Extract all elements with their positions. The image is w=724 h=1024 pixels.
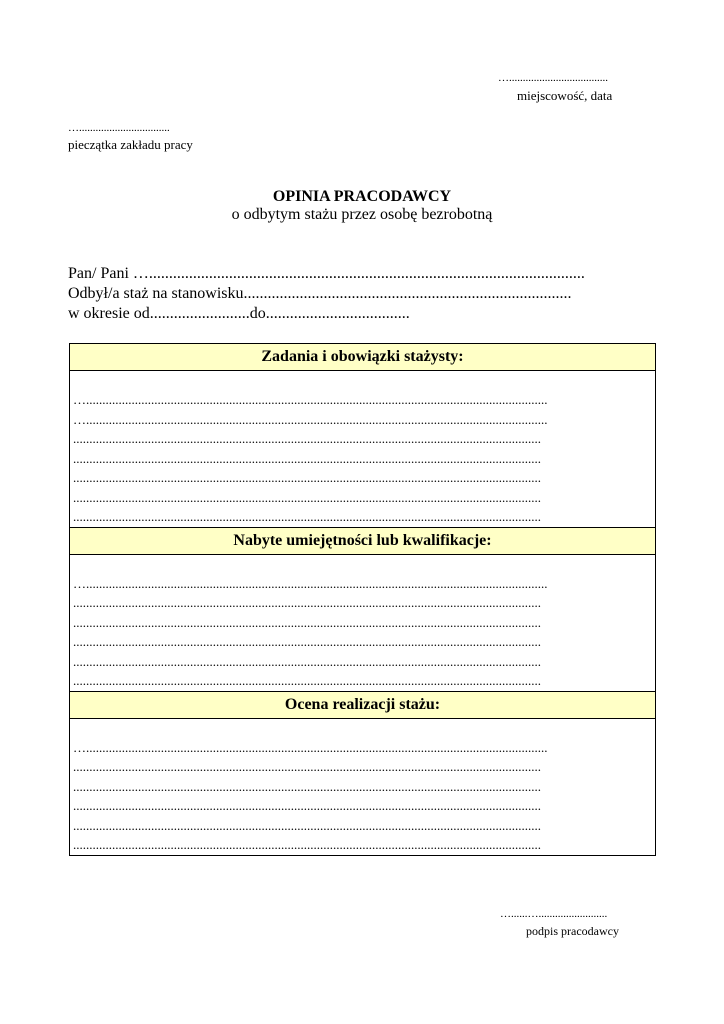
section-body-skills	[70, 554, 656, 691]
section-heading-evaluation: Ocena realizacji stażu:	[70, 691, 656, 718]
document-title: OPINIA PRACODAWCY	[272, 188, 452, 205]
dotted-line: ................................................................................................................................................	[73, 837, 541, 852]
dotted-line: ................................................................................................................................................	[73, 798, 541, 813]
dotted-line: ................................................................................................................................................	[73, 634, 541, 649]
dotted-line: …..............................................................................................................................................	[73, 575, 548, 591]
dotted-line: ................................................................................................................................................	[73, 778, 541, 794]
dotted-line: ................................................................................................................................................	[73, 673, 541, 688]
place-date-dots: …....................................	[498, 72, 608, 84]
company-stamp-dots: ….................................	[68, 122, 170, 134]
section-body-tasks	[70, 371, 656, 528]
dotted-line: …..............................................................................................................................................	[73, 411, 548, 427]
dotted-line: ................................................................................................................................................	[73, 450, 541, 466]
dotted-line: ................................................................................................................................................	[73, 817, 541, 833]
dotted-line: ................................................................................................................................................	[73, 509, 541, 524]
dotted-line: ................................................................................................................................................	[73, 653, 541, 669]
field-period: w okresie od.........................do....................................	[68, 305, 410, 322]
dotted-line: …..............................................................................................................................................	[73, 392, 548, 407]
dotted-line: ................................................................................................................................................	[73, 431, 541, 446]
section-heading-skills: Nabyte umiejętności lub kwalifikacje:	[70, 527, 656, 554]
field-name: Pan/ Pani ….............................................................................................................	[68, 265, 585, 282]
dotted-line: ................................................................................................................................................	[73, 759, 541, 774]
dotted-line: ................................................................................................................................................	[73, 489, 541, 505]
section-body-evaluation	[70, 718, 656, 855]
dotted-line: ................................................................................................................................................	[73, 470, 541, 485]
opinion-table	[69, 343, 656, 856]
signature-label: podpis pracodawcy	[526, 924, 619, 938]
place-date-label: miejscowość, data	[517, 88, 613, 103]
dotted-line: ................................................................................................................................................	[73, 614, 541, 630]
dotted-line: …..............................................................................................................................................	[73, 739, 548, 755]
document-subtitle: o odbytym stażu przez osobę bezrobotną	[231, 206, 493, 223]
signature-dots: …......….........................	[500, 908, 608, 920]
section-heading-tasks: Zadania i obowiązki stażysty:	[70, 344, 656, 371]
company-stamp-label: pieczątka zakładu pracy	[68, 137, 193, 152]
field-position: Odbył/a staż na stanowisku..................................................................................	[68, 285, 572, 302]
dotted-line: ................................................................................................................................................	[73, 595, 541, 610]
